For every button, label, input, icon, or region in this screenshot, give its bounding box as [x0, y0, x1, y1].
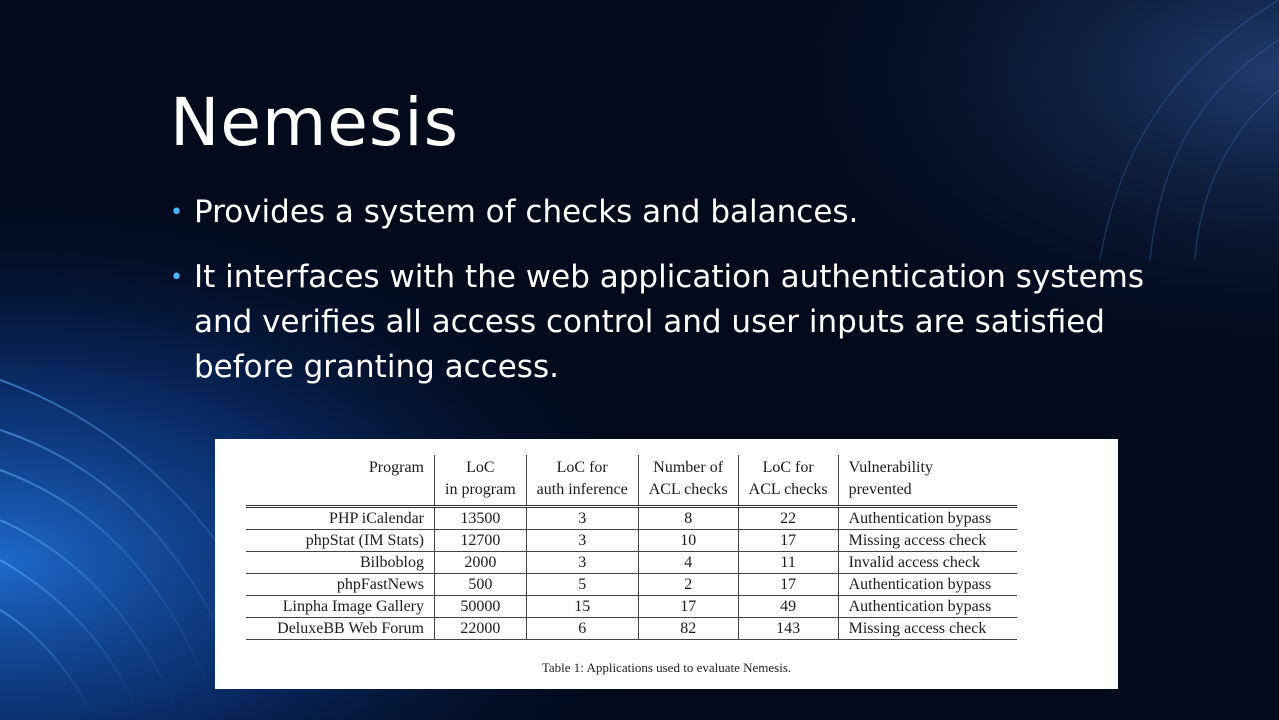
cell-program: phpFastNews: [246, 574, 435, 596]
cell-vulnerability: Missing access check: [838, 530, 1017, 552]
cell-acl-checks: 17: [638, 596, 738, 618]
table-header-row: [246, 455, 1017, 507]
table-row: [246, 552, 1017, 574]
cell-vulnerability: Authentication bypass: [838, 507, 1017, 530]
cell-program: Bilboblog: [246, 552, 435, 574]
cell-program: DeluxeBB Web Forum: [246, 618, 435, 640]
header-acl-checks: Number of ACL checks: [638, 455, 738, 507]
cell-program: phpStat (IM Stats): [246, 530, 435, 552]
cell-vulnerability: Missing access check: [838, 618, 1017, 640]
bullet-icon: •: [170, 200, 183, 225]
cell-program: PHP iCalendar: [246, 507, 435, 530]
table-row: [246, 618, 1017, 640]
cell-loc-acl: 17: [738, 574, 838, 596]
table-row: [246, 507, 1017, 530]
slide-title: Nemesis: [170, 84, 459, 161]
cell-vulnerability: Invalid access check: [838, 552, 1017, 574]
cell-loc-acl: 49: [738, 596, 838, 618]
cell-acl-checks: 2: [638, 574, 738, 596]
cell-loc-auth: 6: [526, 618, 638, 640]
header-loc-auth: LoC for auth inference: [526, 455, 638, 507]
cell-acl-checks: 10: [638, 530, 738, 552]
bullet-item: [170, 190, 1160, 235]
table-row: [246, 530, 1017, 552]
bullet-text: Provides a system of checks and balances.: [194, 194, 859, 230]
cell-loc-auth: 3: [526, 552, 638, 574]
table-caption: Table 1: Applications used to evaluate Nemesis.: [541, 660, 792, 675]
cell-program: Linpha Image Gallery: [246, 596, 435, 618]
bullet-item: [170, 255, 1160, 390]
cell-acl-checks: 82: [638, 618, 738, 640]
cell-loc-acl: 11: [738, 552, 838, 574]
cell-loc-program: 22000: [435, 618, 527, 640]
cell-loc-acl: 22: [738, 507, 838, 530]
cell-loc-auth: 15: [526, 596, 638, 618]
cell-loc-acl: 17: [738, 530, 838, 552]
cell-acl-checks: 8: [638, 507, 738, 530]
bullet-list: [170, 190, 1160, 410]
cell-loc-program: 500: [435, 574, 527, 596]
applications-table: [246, 455, 1017, 640]
bullet-text: It interfaces with the web application authentication systems and verifies all access control and user inputs are satisfied before granting access.: [194, 259, 1145, 385]
cell-loc-program: 2000: [435, 552, 527, 574]
table-figure: [215, 439, 1118, 689]
cell-loc-acl: 143: [738, 618, 838, 640]
cell-loc-program: 50000: [435, 596, 527, 618]
cell-loc-auth: 5: [526, 574, 638, 596]
cell-vulnerability: Authentication bypass: [838, 574, 1017, 596]
cell-acl-checks: 4: [638, 552, 738, 574]
cell-loc-auth: 3: [526, 507, 638, 530]
cell-vulnerability: Authentication bypass: [838, 596, 1017, 618]
cell-loc-auth: 3: [526, 530, 638, 552]
header-loc-program: LoC in program: [435, 455, 527, 507]
header-program: Program: [246, 455, 435, 507]
bullet-icon: •: [170, 265, 183, 290]
cell-loc-program: 13500: [435, 507, 527, 530]
header-loc-acl: LoC for ACL checks: [738, 455, 838, 507]
header-vulnerability: Vulnerability prevented: [838, 455, 1017, 507]
cell-loc-program: 12700: [435, 530, 527, 552]
table-row: [246, 596, 1017, 618]
table-row: [246, 574, 1017, 596]
